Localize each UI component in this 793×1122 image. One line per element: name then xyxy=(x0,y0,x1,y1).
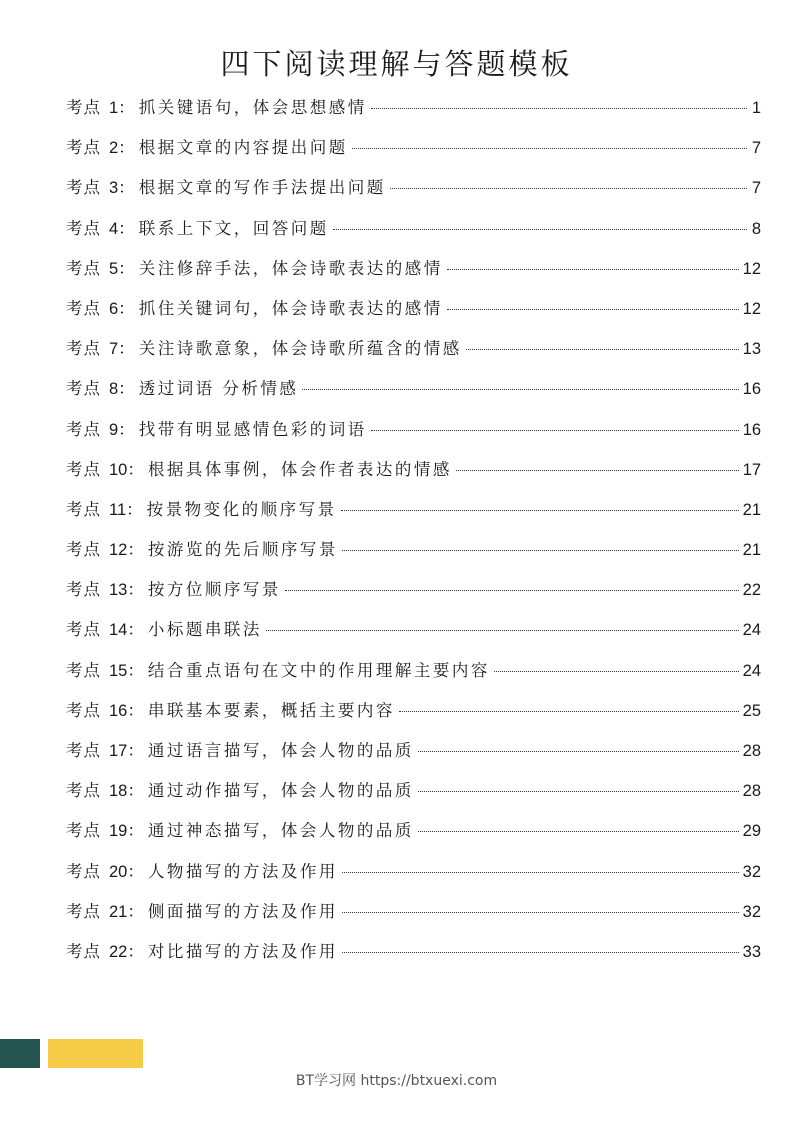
toc-prefix: 考点 xyxy=(66,540,101,560)
toc-title: 小标题串联法 xyxy=(147,620,262,640)
dot-leader xyxy=(371,430,739,431)
dot-leader xyxy=(352,148,747,149)
toc-entry[interactable] xyxy=(66,94,761,134)
toc-page-number: 12 xyxy=(742,259,761,278)
toc-page-number: 24 xyxy=(742,661,761,680)
decorative-yellow-bar xyxy=(48,1039,143,1068)
toc-title: 通过语言描写，体会人物的品质 xyxy=(147,741,414,760)
toc-title: 按方位顺序写景 xyxy=(147,580,281,600)
dot-leader xyxy=(447,269,739,270)
toc-title: 对比描写的方法及作用 xyxy=(147,941,338,961)
toc-prefix: 考点 xyxy=(66,178,101,198)
toc-entry[interactable] xyxy=(66,255,761,295)
dot-leader xyxy=(466,349,739,350)
toc-title: 结合重点语句在文中的作用理解主要内容 xyxy=(147,660,490,680)
toc-page-number: 32 xyxy=(742,862,761,881)
footer-watermark: BT学习网 https://btxuexi.com xyxy=(295,1073,498,1089)
toc-title: 联系上下文，回答问题 xyxy=(138,218,329,238)
toc-page-number: 16 xyxy=(742,380,761,399)
decorative-dark-bar xyxy=(0,1039,40,1068)
dot-leader xyxy=(333,229,747,230)
toc-title: 通过动作描写，体会人物的品质 xyxy=(147,781,414,801)
toc-prefix: 考点 xyxy=(66,98,101,117)
toc-title: 找带有明显感情色彩的词语 xyxy=(138,419,367,439)
toc-page-number: 25 xyxy=(742,701,761,720)
toc-number: 12： xyxy=(109,541,144,560)
toc-prefix: 考点 xyxy=(66,741,101,760)
toc-entry[interactable] xyxy=(66,456,761,496)
toc-number: 6： xyxy=(109,299,135,318)
toc-title: 串联基本要素，概括主要内容 xyxy=(147,700,395,720)
toc-entry[interactable] xyxy=(66,737,761,777)
toc-entry[interactable] xyxy=(66,858,761,898)
toc-title: 通过神态描写，体会人物的品质 xyxy=(147,821,414,841)
toc-number: 9： xyxy=(109,420,135,439)
dot-leader xyxy=(418,751,739,752)
toc-prefix: 考点 xyxy=(66,941,101,961)
toc-number: 10： xyxy=(109,460,144,479)
toc-page-number: 1 xyxy=(751,99,761,117)
dot-leader xyxy=(266,630,739,631)
dot-leader xyxy=(418,791,739,792)
toc-entry[interactable] xyxy=(66,697,761,737)
toc-number: 1： xyxy=(109,99,135,117)
toc-prefix: 考点 xyxy=(66,138,101,158)
toc-prefix: 考点 xyxy=(66,499,101,519)
toc-page-number: 7 xyxy=(751,179,761,198)
toc-page-number: 22 xyxy=(742,581,761,600)
toc-number: 3： xyxy=(109,179,135,198)
toc-prefix: 考点 xyxy=(66,821,101,841)
toc-prefix: 考点 xyxy=(66,379,101,399)
table-of-contents xyxy=(66,94,761,978)
toc-number: 21： xyxy=(109,902,144,921)
dot-leader xyxy=(341,510,739,511)
toc-number: 5： xyxy=(109,259,135,278)
toc-page-number: 29 xyxy=(742,822,761,841)
toc-entry[interactable] xyxy=(66,898,761,938)
toc-entry[interactable] xyxy=(66,657,761,697)
dot-leader xyxy=(447,309,739,310)
toc-prefix: 考点 xyxy=(66,660,101,680)
toc-page-number: 8 xyxy=(751,219,761,238)
toc-page-number: 32 xyxy=(742,902,761,921)
document-title: 四下阅读理解与答题模板 xyxy=(220,47,573,81)
toc-number: 19： xyxy=(109,822,144,841)
toc-entry[interactable] xyxy=(66,335,761,375)
toc-page-number: 12 xyxy=(742,299,761,318)
toc-prefix: 考点 xyxy=(66,258,101,278)
toc-page-number: 7 xyxy=(751,139,761,158)
toc-entry[interactable] xyxy=(66,174,761,214)
toc-number: 20： xyxy=(109,862,144,881)
toc-number: 13： xyxy=(109,581,144,600)
toc-entry[interactable] xyxy=(66,777,761,817)
toc-page-number: 33 xyxy=(742,942,761,961)
toc-title: 侧面描写的方法及作用 xyxy=(147,901,338,921)
toc-prefix: 考点 xyxy=(66,459,101,479)
toc-number: 7： xyxy=(109,340,135,359)
toc-entry[interactable] xyxy=(66,215,761,255)
toc-prefix: 考点 xyxy=(66,298,101,318)
toc-number: 16： xyxy=(109,701,144,720)
toc-number: 2： xyxy=(109,139,135,158)
toc-title: 根据文章的内容提出问题 xyxy=(138,138,348,158)
toc-page-number: 24 xyxy=(742,621,761,640)
toc-number: 18： xyxy=(109,782,144,801)
toc-page-number: 28 xyxy=(742,782,761,801)
dot-leader xyxy=(371,108,747,109)
toc-title: 根据文章的写作手法提出问题 xyxy=(138,178,386,198)
toc-number: 4： xyxy=(109,219,135,238)
toc-title: 抓关键语句，体会思想感情 xyxy=(138,98,367,117)
dot-leader xyxy=(342,872,739,873)
toc-prefix: 考点 xyxy=(66,700,101,720)
dot-leader xyxy=(399,711,739,712)
toc-prefix: 考点 xyxy=(66,861,101,881)
toc-prefix: 考点 xyxy=(66,580,101,600)
toc-number: 15： xyxy=(109,661,144,680)
toc-page-number: 28 xyxy=(742,742,761,760)
toc-title: 根据具体事例，体会作者表达的情感 xyxy=(147,459,452,479)
toc-title: 透过词语 分析情感 xyxy=(138,379,299,399)
toc-title: 按景物变化的顺序写景 xyxy=(146,499,337,519)
toc-title: 按游览的先后顺序写景 xyxy=(147,540,338,560)
dot-leader xyxy=(456,470,739,471)
toc-number: 11： xyxy=(109,500,143,519)
toc-entry[interactable] xyxy=(66,416,761,456)
toc-number: 14： xyxy=(109,621,144,640)
toc-title: 人物描写的方法及作用 xyxy=(147,861,338,881)
toc-prefix: 考点 xyxy=(66,781,101,801)
toc-number: 8： xyxy=(109,380,135,399)
toc-page-number: 16 xyxy=(742,420,761,439)
toc-page-number: 13 xyxy=(742,340,761,359)
dot-leader xyxy=(285,590,739,591)
toc-prefix: 考点 xyxy=(66,339,101,359)
toc-entry[interactable] xyxy=(66,817,761,857)
toc-entry[interactable] xyxy=(66,375,761,415)
toc-entry[interactable] xyxy=(66,295,761,335)
toc-entry[interactable] xyxy=(66,536,761,576)
toc-title: 关注诗歌意象，体会诗歌所蕴含的情感 xyxy=(138,339,462,359)
toc-prefix: 考点 xyxy=(66,901,101,921)
toc-entry[interactable] xyxy=(66,134,761,174)
toc-prefix: 考点 xyxy=(66,218,101,238)
dot-leader xyxy=(342,952,739,953)
toc-page-number: 17 xyxy=(742,460,761,479)
toc-number: 17： xyxy=(109,742,144,760)
toc-prefix: 考点 xyxy=(66,419,101,439)
toc-page-number: 21 xyxy=(742,541,761,560)
toc-number: 22： xyxy=(109,942,144,961)
toc-page-number: 21 xyxy=(742,500,761,519)
toc-entry[interactable] xyxy=(66,576,761,616)
dot-leader xyxy=(302,389,738,390)
toc-entry[interactable] xyxy=(66,938,761,978)
toc-entry[interactable] xyxy=(66,616,761,656)
dot-leader xyxy=(342,912,739,913)
toc-title: 抓住关键词句，体会诗歌表达的感情 xyxy=(138,298,443,318)
toc-prefix: 考点 xyxy=(66,620,101,640)
toc-entry[interactable] xyxy=(66,496,761,536)
dot-leader xyxy=(342,550,739,551)
dot-leader xyxy=(494,671,739,672)
toc-title: 关注修辞手法，体会诗歌表达的感情 xyxy=(138,258,443,278)
dot-leader xyxy=(418,831,739,832)
dot-leader xyxy=(390,188,747,189)
